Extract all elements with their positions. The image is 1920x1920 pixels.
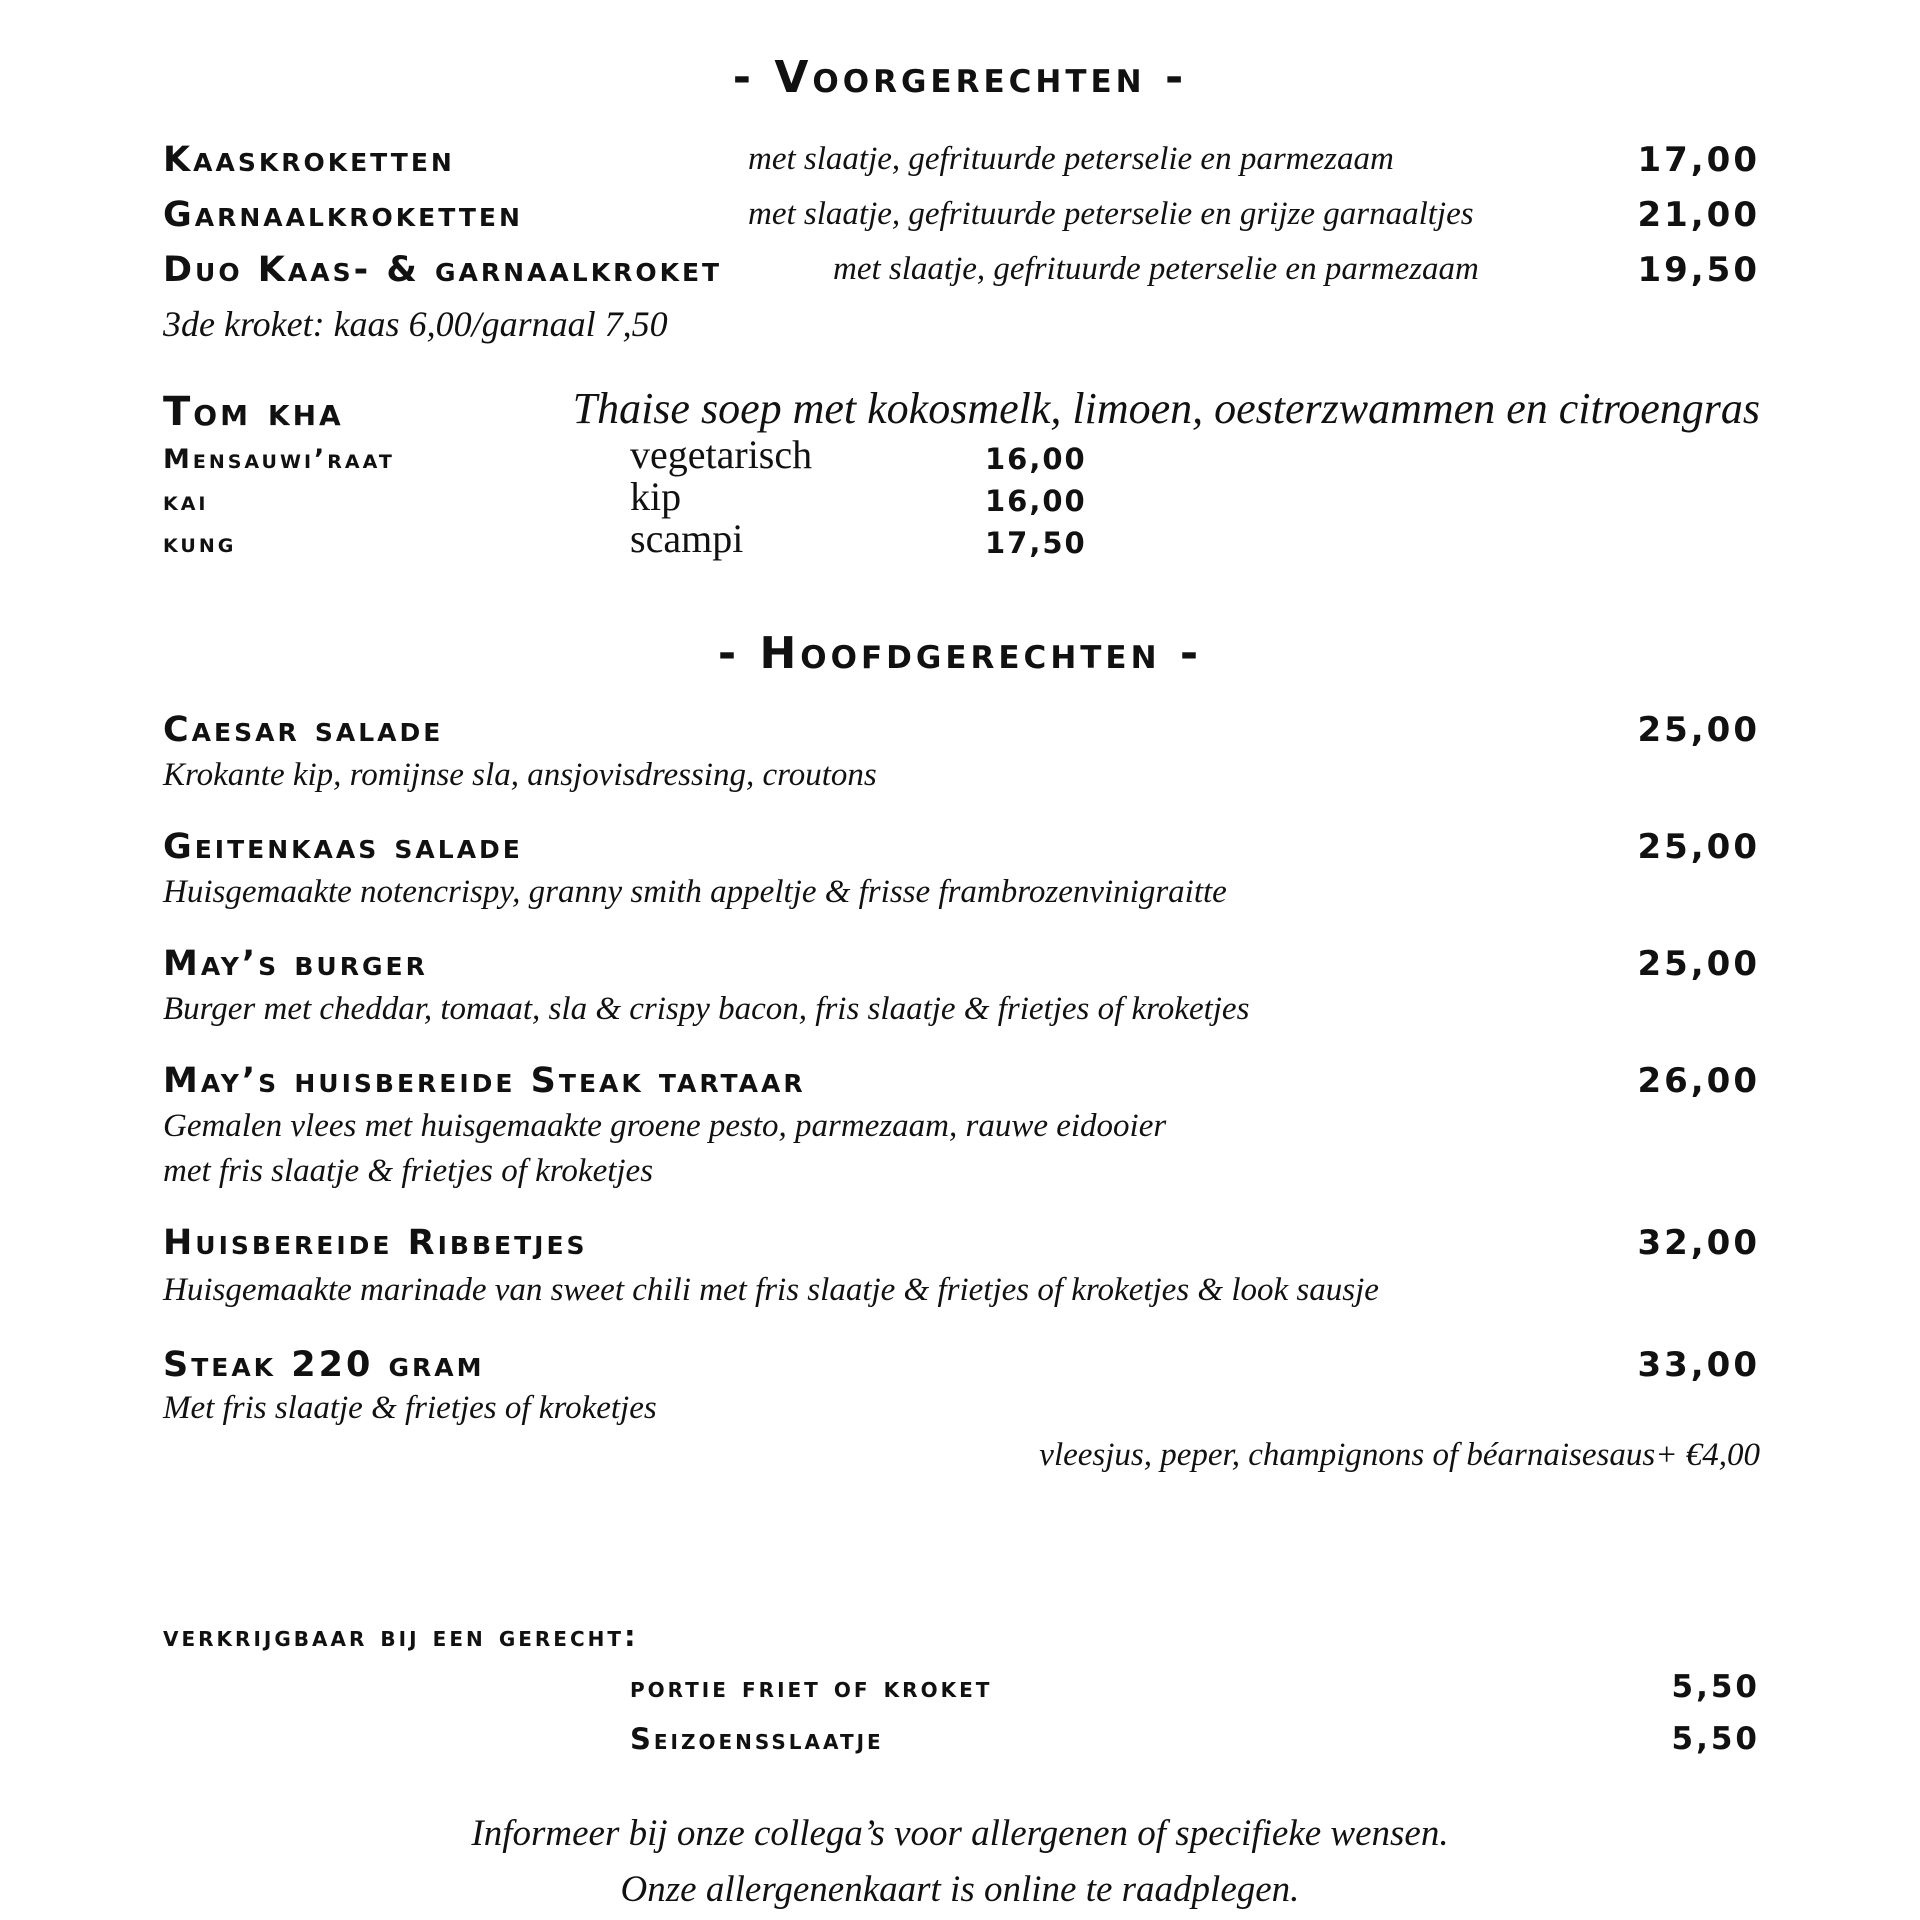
main-course-price: 32,00 [1637, 1223, 1760, 1263]
extras-heading: verkrijgbaar bij een gerecht: [163, 1619, 639, 1653]
main-course-description: Gemalen vlees met huisgemaakte groene pesto, parmezaam, rauwe eidooier [163, 1108, 1167, 1144]
main-course-name: May’s burger [163, 944, 428, 984]
main-course-description: met fris slaatje & frietjes of kroketjes [163, 1153, 654, 1189]
allergen-note: Informeer bij onze collega’s voor allergenen of specifieke wensen. [471, 1813, 1449, 1854]
main-course-description: Met fris slaatje & frietjes of kroketjes [163, 1390, 657, 1426]
extra-price: 5,50 [1671, 1721, 1760, 1757]
variant-price: 16,00 [985, 442, 1087, 476]
hoofdgerechten-heading: - Hoofdgerechten - [717, 628, 1203, 679]
main-course-description: Krokante kip, romijnse sla, ansjovisdressing, croutons [163, 757, 877, 793]
main-course-description: Huisgemaakte notencrispy, granny smith appeltje & frisse frambrozenvinigraitte [163, 874, 1227, 910]
starter-price: 19,50 [1637, 250, 1760, 290]
variant-price: 16,00 [985, 484, 1087, 518]
main-course-price: 33,00 [1637, 1345, 1760, 1385]
main-course-price: 25,00 [1637, 827, 1760, 867]
main-course-name: Steak 220 gram [163, 1345, 485, 1385]
allergen-card-note: Onze allergenenkaart is online te raadplegen. [620, 1869, 1300, 1910]
main-course-price: 25,00 [1637, 944, 1760, 984]
sauce-supplement-note: vleesjus, peper, champignons of béarnaisesaus+ €4,00 [1039, 1437, 1760, 1473]
main-course-name: May’s huisbereide Steak tartaar [163, 1061, 806, 1101]
extra-name: portie friet of kroket [630, 1670, 993, 1704]
variant-price: 17,50 [985, 526, 1087, 560]
extra-price: 5,50 [1671, 1669, 1760, 1705]
variant-description: scampi [630, 516, 744, 561]
starter-name: Kaaskroketten [163, 140, 455, 180]
voorgerechten-heading: - Voorgerechten - [732, 52, 1188, 103]
starter-description: met slaatje, gefrituurde peterselie en parmezaam [748, 141, 1394, 177]
main-course-name: Huisbereide Ribbetjes [163, 1223, 588, 1263]
variant-name: kai [163, 486, 209, 517]
tomkha-name: Tom kha [163, 389, 344, 435]
starter-name: Garnaalkroketten [163, 195, 523, 235]
variant-description: vegetarisch [630, 432, 813, 477]
main-course-price: 26,00 [1637, 1061, 1760, 1101]
main-course-description: Burger met cheddar, tomaat, sla & crispy bacon, fris slaatje & frietjes of kroketjes [163, 991, 1250, 1027]
starter-price: 17,00 [1637, 140, 1760, 180]
main-course-description: Huisgemaakte marinade van sweet chili met fris slaatje & frietjes of kroketjes & look sausje [163, 1272, 1379, 1308]
variant-name: Mensauwi’raat [163, 444, 395, 475]
extra-croquette-note: 3de kroket: kaas 6,00/garnaal 7,50 [163, 304, 668, 344]
starter-name: Duo Kaas- & garnaalkroket [163, 250, 723, 290]
starter-description: met slaatje, gefrituurde peterselie en grijze garnaaltjes [748, 196, 1474, 232]
variant-name: kung [163, 528, 237, 559]
tomkha-description: Thaise soep met kokosmelk, limoen, oesterzwammen en citroengras [572, 384, 1760, 433]
variant-description: kip [630, 474, 682, 519]
main-course-name: Caesar salade [163, 710, 444, 750]
starter-description: met slaatje, gefrituurde peterselie en parmezaam [833, 251, 1479, 287]
main-course-name: Geitenkaas salade [163, 827, 523, 867]
starter-price: 21,00 [1637, 195, 1760, 235]
extra-name: Seizoensslaatje [630, 1722, 884, 1756]
main-course-price: 25,00 [1637, 710, 1760, 750]
